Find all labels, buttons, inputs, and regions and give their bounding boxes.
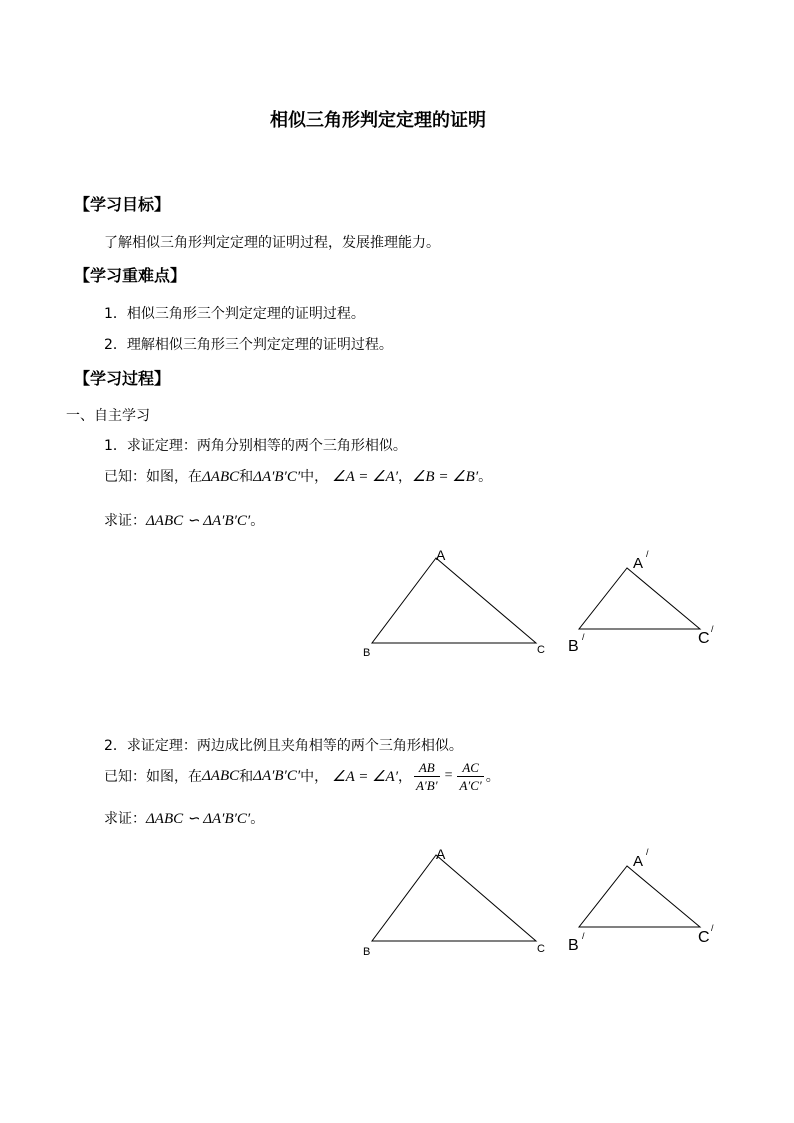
- triangle-abc-prime: ΔA′B′C′: [253, 767, 301, 784]
- fraction-denominator: A′C′: [459, 777, 482, 793]
- prime-mark: /: [646, 549, 649, 559]
- key-point-item: 2．理解相似三角形三个判定定理的证明过程。: [104, 337, 393, 353]
- section-heading-key-points: 【学习重难点】: [74, 266, 187, 285]
- end-mark: 。: [478, 469, 493, 485]
- key-point-item: 1．相似三角形三个判定定理的证明过程。: [104, 306, 365, 322]
- section-heading-goal: 【学习目标】: [74, 195, 171, 214]
- prime-mark: /: [711, 923, 714, 933]
- mid-text: 中，: [300, 769, 329, 785]
- condition-angle-a: ∠A = ∠A′: [332, 768, 398, 785]
- triangle-abc-prime-shape: [579, 866, 700, 927]
- vertex-label-b-prime: B: [568, 638, 579, 655]
- vertex-label-a-prime: A: [633, 853, 644, 870]
- vertex-label-c: C: [537, 644, 545, 656]
- prime-mark: /: [711, 624, 714, 634]
- page-title: 相似三角形判定定理的证明: [270, 110, 486, 131]
- vertex-label-c-prime: C: [698, 929, 710, 946]
- vertex-label-b-prime: B: [568, 937, 579, 954]
- vertex-label-a: A: [436, 846, 446, 862]
- triangle-abc: ΔABC: [202, 767, 240, 784]
- triangle-abc-shape: [372, 855, 536, 941]
- and-text: 和: [239, 469, 254, 485]
- triangle-abc: ΔABC: [202, 469, 240, 485]
- condition-angle-a: ∠A = ∠A′: [332, 469, 398, 485]
- condition-angle-b: ∠B = ∠B′: [411, 469, 479, 485]
- prove-expression: ΔABC ∽ ΔA′B′C′: [146, 811, 251, 827]
- prime-mark: /: [646, 847, 649, 857]
- fraction-numerator: AB: [414, 759, 440, 777]
- prove-expression: ΔABC ∽ ΔA′B′C′: [146, 513, 251, 529]
- prove-prefix: 求证：: [104, 513, 146, 529]
- and-text: 和: [239, 769, 254, 785]
- prime-mark: /: [582, 931, 585, 941]
- end-mark: 。: [250, 513, 265, 529]
- given-prefix: 已知：如图，在: [104, 469, 202, 485]
- fraction-denominator: A′B′: [415, 777, 438, 793]
- problem1-statement: 1．求证定理：两角分别相等的两个三角形相似。: [104, 438, 407, 454]
- vertex-label-a: A: [436, 547, 446, 563]
- end-mark: 。: [485, 769, 500, 785]
- problem2-statement: 2．求证定理：两边成比例且夹角相等的两个三角形相似。: [104, 738, 463, 754]
- equals-sign: =: [444, 768, 453, 783]
- part-heading: 一、自主学习: [66, 408, 150, 424]
- vertex-label-c: C: [537, 943, 545, 955]
- prove-prefix: 求证：: [104, 811, 146, 827]
- end-mark: 。: [250, 811, 265, 827]
- prime-mark: /: [582, 632, 585, 642]
- vertex-label-b: B: [363, 946, 371, 958]
- separator: ，: [397, 469, 412, 485]
- triangle-abc-prime: ΔA′B′C′: [253, 469, 301, 485]
- fraction-numerator: AC: [457, 759, 483, 777]
- vertex-label-a-prime: A: [633, 555, 644, 572]
- separator: ，: [397, 769, 412, 785]
- section-heading-process: 【学习过程】: [74, 369, 171, 388]
- goal-text: 了解相似三角形判定定理的证明过程，发展推理能力。: [104, 235, 440, 251]
- given-prefix: 已知：如图，在: [104, 769, 202, 785]
- vertex-label-b: B: [363, 647, 371, 659]
- mid-text: 中，: [300, 469, 329, 485]
- vertex-label-c-prime: C: [698, 630, 710, 647]
